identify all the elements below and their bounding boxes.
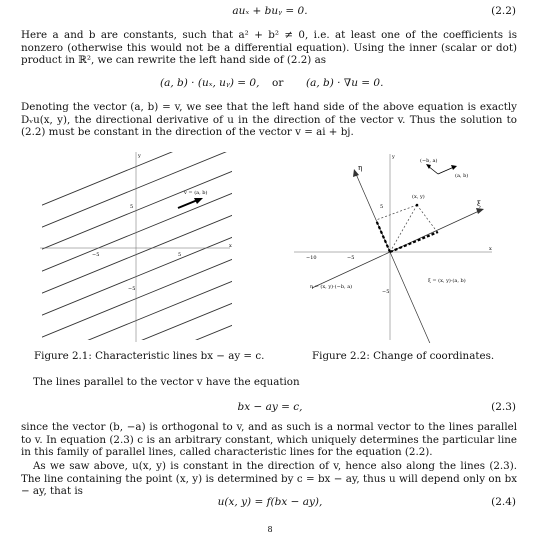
figure-2-2-caption: Figure 2.2: Change of coordinates. <box>312 350 495 362</box>
eta-label: η <box>358 164 363 172</box>
paragraph-4: since the vector (b, −a) is orthogonal to v, and as such is a normal vector to the lines parallel to v. In equation (2.3) c is an arbitrary constant, which uniquely determines the particular line in this family of parallel lines, called characteristic lines for the equation (2.2). <box>21 421 517 459</box>
paragraph-2: Denoting the vector (a, b) = v, we see that the left hand side of the above equation is exactly Dᵥu(x, y), the directional derivative of u in the direction of the vector v. Thus the solution to (2.2) must be constant in the direction of the vector v = ai + bj. <box>21 101 517 139</box>
equation-2-2-number: (2.2) <box>491 5 516 17</box>
tick-label: −5 <box>92 252 100 258</box>
eta-formula: η = (x, y)·(−b, a) <box>310 284 353 290</box>
equation-2-3: bx − ay = c, <box>237 401 303 413</box>
tick-label: −5 <box>347 255 355 261</box>
inner-product-left: (a, b) · (uₓ, uᵧ) = 0, <box>160 77 260 89</box>
figure-change-of-coordinates <box>292 148 508 343</box>
char-line <box>40 252 240 342</box>
xi-arrowhead <box>476 208 484 214</box>
y-axis-label: y <box>392 154 395 160</box>
x-axis-label: x <box>489 246 492 252</box>
char-line <box>40 164 240 254</box>
inset-left-label: (−b, a) <box>420 158 438 164</box>
xi-axis <box>390 211 479 252</box>
point-xy <box>416 204 419 207</box>
position-vector <box>390 205 417 252</box>
paragraph-3: The lines parallel to the vector v have the equation <box>33 376 300 388</box>
tick-label: 5 <box>130 204 134 210</box>
tick-label: −5 <box>128 286 136 292</box>
or-text: or <box>272 77 284 89</box>
inner-product-right: (a, b) · ∇u = 0. <box>306 77 384 89</box>
char-line <box>40 186 240 276</box>
xi-component <box>390 232 438 252</box>
tick-label: 5 <box>380 204 384 210</box>
tick-label: −10 <box>306 255 317 261</box>
tick-label: −5 <box>382 289 390 295</box>
equation-2-2: auₓ + buᵧ = 0. <box>232 5 308 17</box>
y-axis-label: y <box>138 153 141 159</box>
char-line <box>40 318 240 345</box>
point-xy-label: (x, y) <box>412 194 425 200</box>
equation-2-4: u(x, y) = f(bx − ay), <box>217 496 323 508</box>
figure-characteristic-lines <box>40 150 240 345</box>
x-axis-label: x <box>229 243 232 249</box>
projection-to-xi <box>417 205 438 233</box>
vector-v-label: v = (a, b) <box>184 190 208 196</box>
figure-2-1-caption: Figure 2.1: Characteristic lines bx − ay = c. <box>34 350 265 362</box>
xi-formula: ξ = (x, y)·(a, b) <box>428 278 466 284</box>
paragraph-1: Here a and b are constants, such that a² + b² ≠ 0, i.e. at least one of the coefficients is nonzero (otherwise this would not be a differential equation). Using the inner (scalar or dot) product in ℝ², we can rewrite the left hand side of (2.2) as <box>21 29 517 67</box>
xi-label: ξ <box>477 200 481 208</box>
eta-axis-negative <box>390 252 432 343</box>
equation-2-3-number: (2.3) <box>491 401 516 413</box>
char-line <box>40 208 240 298</box>
page-number: 8 <box>267 525 273 534</box>
tick-label: 5 <box>178 252 182 258</box>
inset-vector-a-b <box>438 167 454 174</box>
char-line <box>40 150 240 232</box>
equation-2-4-number: (2.4) <box>491 496 516 508</box>
paragraph-5: As we saw above, u(x, y) is constant in the direction of v, hence also along the lines (2.3). The line containing the point (x, y) is determined by c = bx − ay, thus u will depend only on bx − ay, that is <box>21 460 517 498</box>
inset-right-label: (a, b) <box>455 173 469 179</box>
char-line <box>40 230 240 320</box>
